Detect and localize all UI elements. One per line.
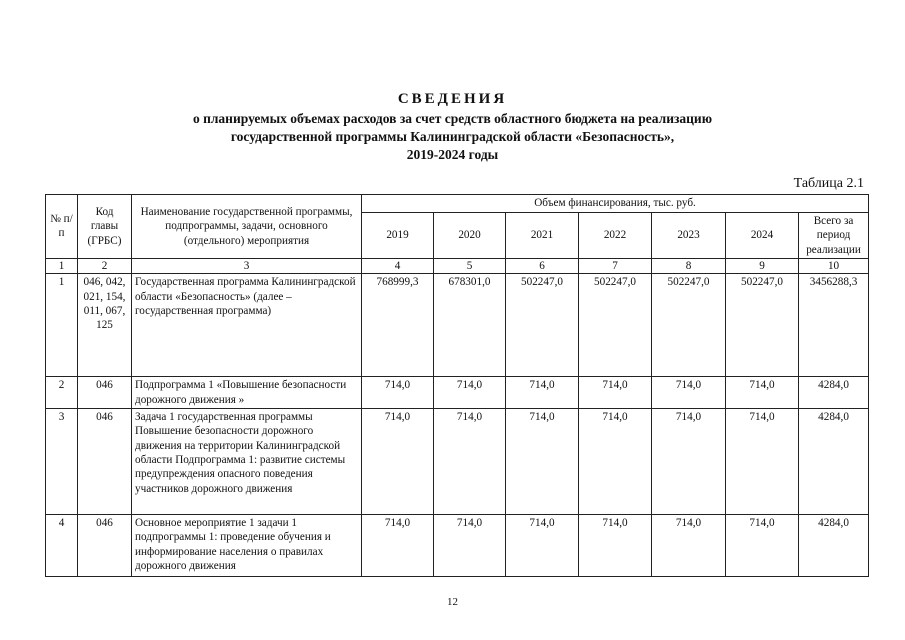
row-total: 3456288,3 (799, 274, 869, 377)
row-value-2022: 714,0 (579, 377, 652, 409)
header-num: № п/п (46, 195, 78, 259)
row-value-2020: 714,0 (434, 377, 506, 409)
row-num: 4 (46, 514, 78, 576)
document-title: СВЕДЕНИЯ (397, 91, 508, 107)
financing-table (45, 194, 869, 577)
page-number: 12 (447, 596, 458, 608)
row-value-2021: 714,0 (506, 514, 579, 576)
column-number: 1 (46, 258, 78, 273)
header-name: Наименование государственной программы, подпрограммы, задачи, основного (отдельного) мероприятия (132, 195, 362, 259)
row-name: Задача 1 государственная программы Повышение безопасности дорожного движения на территории Калининградской области Подпрограмма 1: развитие системы предупреждения опасного поведения участников дорожного движения (132, 408, 362, 514)
column-number: 2 (78, 258, 132, 273)
row-value-2020: 714,0 (434, 408, 506, 514)
header-financing: Объем финансирования, тыс. руб. (362, 195, 869, 213)
row-num: 3 (46, 408, 78, 514)
column-number: 6 (506, 258, 579, 273)
row-total: 4284,0 (799, 514, 869, 576)
row-value-2023: 714,0 (652, 377, 726, 409)
table-row (46, 377, 869, 409)
row-num: 2 (46, 377, 78, 409)
column-number: 7 (579, 258, 652, 273)
column-number-row (46, 258, 869, 273)
row-total: 4284,0 (799, 408, 869, 514)
column-number: 9 (726, 258, 799, 273)
row-total: 4284,0 (799, 377, 869, 409)
header-year: 2019 (362, 213, 434, 259)
row-name: Государственная программа Калининградской области «Безопасность» (далее – государственная программа) (132, 274, 362, 377)
row-code: 046 (78, 408, 132, 514)
header-year: 2020 (434, 213, 506, 259)
row-value-2024: 714,0 (726, 514, 799, 576)
row-value-2019: 768999,3 (362, 274, 434, 377)
row-code: 046, 042, 021, 154, 011, 067, 125 (78, 274, 132, 377)
row-value-2023: 714,0 (652, 514, 726, 576)
table-row (46, 514, 869, 576)
row-value-2022: 714,0 (579, 514, 652, 576)
table-label: Таблица 2.1 (793, 176, 864, 191)
row-value-2024: 714,0 (726, 408, 799, 514)
row-value-2021: 502247,0 (506, 274, 579, 377)
table-row (46, 274, 869, 377)
header-year: 2024 (726, 213, 799, 259)
column-number: 5 (434, 258, 506, 273)
column-number: 10 (799, 258, 869, 273)
row-code: 046 (78, 377, 132, 409)
row-code: 046 (78, 514, 132, 576)
row-value-2021: 714,0 (506, 377, 579, 409)
row-name: Подпрограмма 1 «Повышение безопасности дорожного движения » (132, 377, 362, 409)
row-value-2019: 714,0 (362, 408, 434, 514)
row-value-2024: 714,0 (726, 377, 799, 409)
column-number: 8 (652, 258, 726, 273)
row-value-2021: 714,0 (506, 408, 579, 514)
row-value-2022: 714,0 (579, 408, 652, 514)
row-num: 1 (46, 274, 78, 377)
row-value-2024: 502247,0 (726, 274, 799, 377)
table-row (46, 408, 869, 514)
row-value-2019: 714,0 (362, 377, 434, 409)
header-year: 2022 (579, 213, 652, 259)
row-value-2022: 502247,0 (579, 274, 652, 377)
row-value-2023: 502247,0 (652, 274, 726, 377)
row-value-2023: 714,0 (652, 408, 726, 514)
header-total: Всего за период реализации (799, 213, 869, 259)
document-subtitle-line-3: 2019-2024 годы (406, 147, 499, 162)
column-number: 4 (362, 258, 434, 273)
column-number: 3 (132, 258, 362, 273)
row-value-2020: 714,0 (434, 514, 506, 576)
document-subtitle-line-2: государственной программы Калининградской области «Безопасность», (230, 129, 675, 144)
row-value-2020: 678301,0 (434, 274, 506, 377)
row-value-2019: 714,0 (362, 514, 434, 576)
document-subtitle-line-1: о планируемых объемах расходов за счет средств областного бюджета на реализацию (192, 111, 713, 126)
header-year: 2023 (652, 213, 726, 259)
header-year: 2021 (506, 213, 579, 259)
row-name: Основное мероприятие 1 задачи 1 подпрограммы 1: проведение обучения и информирование населения о правилах дорожного движения (132, 514, 362, 576)
header-code: Код главы (ГРБС) (78, 195, 132, 259)
